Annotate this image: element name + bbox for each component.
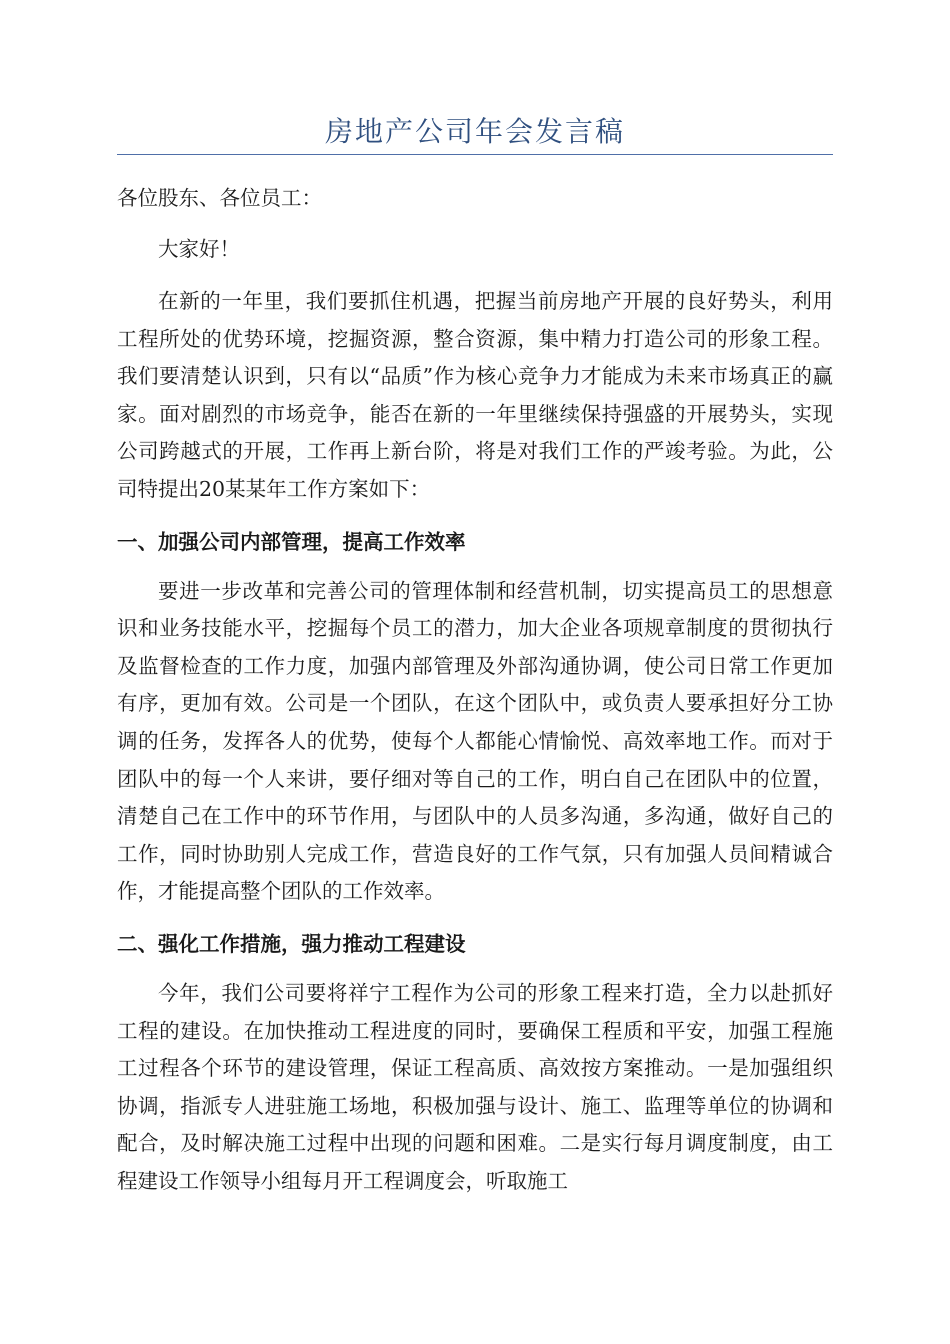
hello-line: 大家好！ bbox=[158, 237, 240, 261]
document-title: 房地产公司年会发言稿 bbox=[117, 112, 833, 155]
intro-paragraph: 在新的一年里，我们要抓住机遇，把握当前房地产开展的良好势头，利用工程所处的优势环境，挖掘资源，整合资源，集中精力打造公司的形象工程。我们要清楚认识到，只有以“品质”作为核心竞争力才能成为未来市场真正的赢家。面对剧烈的市场竞争，能否在新的一年里继续保持强盛的开展势头，实现公司跨越式的开展，工作再上新台阶，将是对我们工作的严竣考验。为此，公司特提出20某某年工作方案如下： bbox=[117, 289, 833, 501]
section-heading-2: 二、强化工作措施，强力推动工程建设 bbox=[117, 931, 466, 956]
section-body-2: 今年，我们公司要将祥宁工程作为公司的形象工程来打造，全力以赴抓好工程的建设。在加快推动工程进度的同时，要确保工程质和平安，加强工程施工过程各个环节的建设管理，保证工程高质、高效按方案推动。一是加强组织协调，指派专人进驻施工场地，积极加强与设计、施工、监理等单位的协调和配合，及时解决施工过程中出现的问题和困难。二是实行每月调度制度，由工程建设工作领导小组每月开工程调度会，听取施工 bbox=[117, 980, 833, 1193]
section-body-1: 要进一步改革和完善公司的管理体制和经营机制，切实提高员工的思想意识和业务技能水平，挖掘每个员工的潜力，加大企业各项规章制度的贯彻执行及监督检查的工作力度，加强内部管理及外部沟通协调，使公司日常工作更加有序，更加有效。公司是一个团队，在这个团队中，或负责人要承担好分工协调的任务，发挥各人的优势，使每个人都能心情愉悦、高效率地工作。而对于团队中的每一个人来讲，要仔细对等自己的工作，明白自己在团队中的位置，清楚自己在工作中的环节作用，与团队中的人员多沟通，多沟通，做好自己的工作，同时协助别人完成工作，营造良好的工作气氛，只有加强人员间精诚合作，才能提高整个团队的工作效率。 bbox=[117, 578, 833, 904]
section-heading-1: 一、加强公司内部管理，提高工作效率 bbox=[117, 529, 466, 554]
salutation: 各位股东、各位员工： bbox=[117, 186, 322, 210]
document-page bbox=[117, 112, 833, 1200]
